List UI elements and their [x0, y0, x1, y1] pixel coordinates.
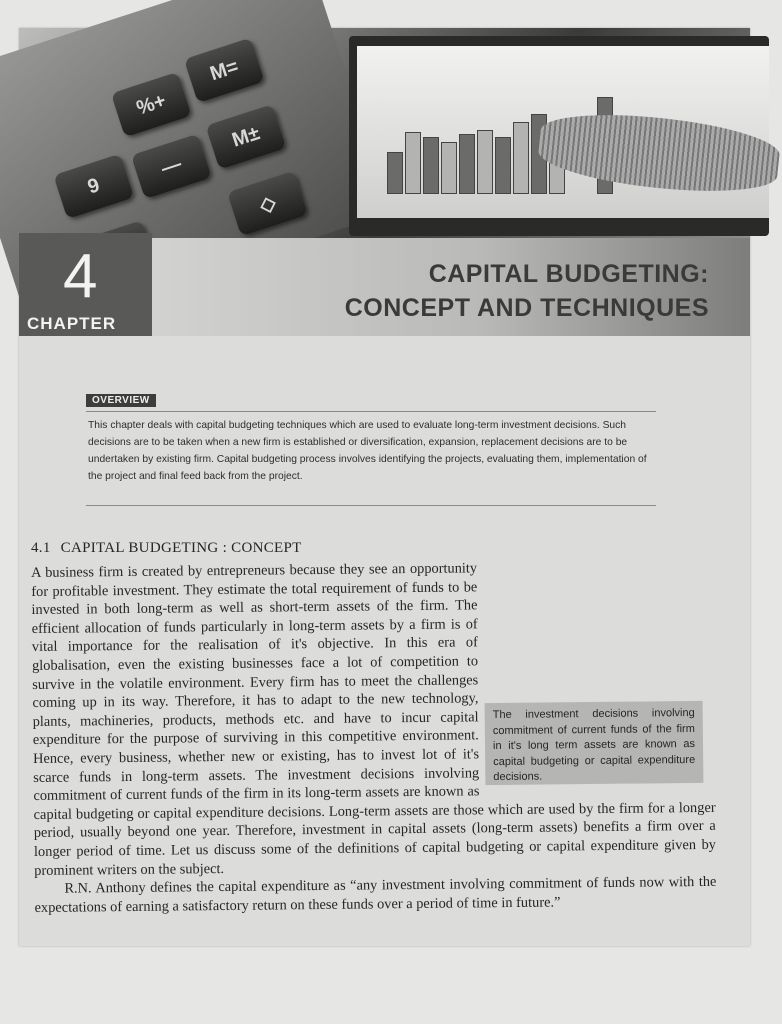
chapter-title: [169, 257, 709, 325]
book-page: [19, 28, 750, 946]
chapter-title-line2: CONCEPT AND TECHNIQUES: [344, 294, 709, 322]
paragraph: R.N. Anthony defines the capital expenditure as “any investment involving commitment of funds now with the expectations of earning a satisfactory return on these funds over a period of time in future.”: [34, 873, 717, 916]
calc-key: —: [131, 134, 212, 199]
screen-bar: [513, 122, 529, 194]
screen-bar: [495, 137, 511, 194]
screen-bar: [459, 134, 475, 194]
screen-bar: [423, 137, 439, 194]
calc-key: %+: [111, 72, 192, 137]
calc-key: 9: [53, 154, 134, 219]
chapter-label: CHAPTER: [27, 314, 117, 333]
section-title: CAPITAL BUDGETING : CONCEPT: [60, 540, 302, 556]
header-photo: [19, 28, 750, 238]
section-number: 4.1: [31, 540, 51, 556]
paragraph-text-cont: longer period, usually beyond one year. Therefore, investment in capital assets (long-term assets) benefits a firm over a longer period of time. Let us discuss some of the definitions of capital budgeting or capital expenditure given by prominent writers on the subject.: [33, 799, 717, 879]
screen-bar: [477, 130, 493, 194]
chapter-title-line1: CAPITAL BUDGETING:: [428, 260, 709, 288]
screen-bar: [405, 132, 421, 194]
divider: [86, 411, 656, 412]
calc-key: ◇: [227, 171, 308, 236]
paragraph-text: A business firm is created by entrepreneurs because they see an opportunity for profitable investment. They estimate the total requirement of funds to be invested in both long-term as well as short-term assets of the firm. The efficient allocation of funds particularly in long-term assets by a firm is of vital importance for the realisation of it's objective. In this era of globalisation, even the existing businesses face a lot of competition to survive in the volatile environment. Every firm has to meet the challenges coming up in its way. Therefore, it has to adapt to the new technology, plants, machineries, products, methods etc. and have to incur capital expenditure for the purpose of surviving in this competitive environment. Hence, every business, whether new or existing, has to invest lot of it's scarce funds in long-term assets. The investment decisions involving commitment of current funds of the firm in its long-term assets are known as capital budgeting or capital expenditure decisions. Long-term assets are those which are used by the firm for a: [31, 560, 675, 823]
screen-bar: [441, 142, 457, 194]
overview-text: This chapter deals with capital budgeting techniques which are used to evaluate long-term investment decisions. Such decisions are to be taken when a new firm is established or diversification, expansion, replacement decisions are to be undertaken by existing firm. Capital budgeting process involves identifying the projects, evaluating them, implementation of the project and final feed back from the project.: [88, 420, 647, 482]
overview-label: OVERVIEW: [86, 394, 156, 407]
divider: [86, 505, 656, 506]
screen-bar: [387, 152, 403, 194]
callout-box: The investment decisions involving commitment of current funds of the firm in it's long term assets are known as capital budgeting or capital expenditure decisions.: [485, 701, 704, 785]
calc-key: M=: [184, 38, 265, 103]
section-heading: [31, 540, 302, 557]
calc-key: M±: [205, 104, 286, 169]
chapter-number: 4: [63, 242, 98, 311]
